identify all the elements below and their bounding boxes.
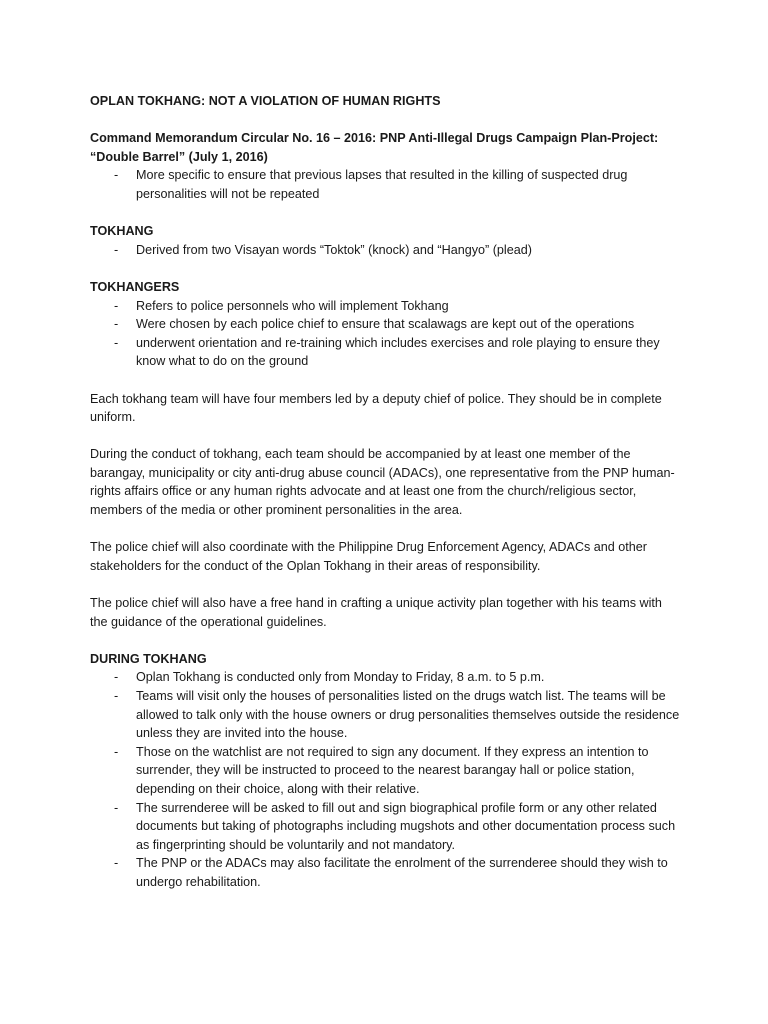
during-tokhang-list (90, 668, 680, 891)
memo-list (90, 166, 680, 203)
paragraph-team-accompaniment: During the conduct of tokhang, each team should be accompanied by at least one member of the barangay, municipality or city anti-drug abuse council (ADACs), one representative from the PNP human-rights affairs office or any human rights advocate and at least one from the church/religious sector, members of the media or other prominent personalities in the area. (90, 447, 675, 518)
paragraph-team-composition: Each tokhang team will have four members led by a deputy chief of police. They should be in complete uniform. (90, 391, 662, 425)
paragraph-coordination: The police chief will also coordinate with the Philippine Drug Enforcement Agency, ADACs and other stakeholders for the conduct of the Oplan Tokhang in their areas of responsibility. (90, 540, 647, 573)
list-item: - The surrenderee will be asked to fill out and sign biographical profile form or any other related documents but taking of photographs including mugshots and other documentation process such as fingerprinting should be voluntarily and not mandatory. (90, 799, 680, 855)
list-item: - Were chosen by each police chief to ensure that scalawags are kept out of the operations (90, 315, 680, 334)
tokhangers-list (90, 297, 680, 371)
list-item: - Oplan Tokhang is conducted only from Monday to Friday, 8 a.m. to 5 p.m. (90, 668, 680, 687)
list-item: - Teams will visit only the houses of personalities listed on the drugs watch list. The teams will be allowed to talk only with the house owners or drug personalities themselves outside the residence unless they are invited into the house. (90, 687, 680, 743)
during-tokhang-heading: DURING TOKHANG (90, 651, 207, 666)
list-item: - Derived from two Visayan words “Toktok” (knock) and “Hangyo” (plead) (90, 241, 680, 260)
tokhang-heading: TOKHANG (90, 224, 154, 239)
list-item: - More specific to ensure that previous lapses that resulted in the killing of suspected drug personalities will not be repeated (90, 166, 680, 203)
list-item: - Those on the watchlist are not required to sign any document. If they express an intention to surrender, they will be instructed to proceed to the nearest barangay hall or police station, depending on their choice, along with their relative. (90, 743, 680, 799)
list-item: - The PNP or the ADACs may also facilitate the enrolment of the surrenderee should they wish to undergo rehabilitation. (90, 854, 680, 891)
document-body (90, 92, 680, 892)
document-title: OPLAN TOKHANG: NOT A VIOLATION OF HUMAN RIGHTS (90, 94, 441, 108)
paragraph-activity-plan: The police chief will also have a free hand in crafting a unique activity plan together with his teams with the guidance of the operational guidelines. (90, 596, 662, 629)
tokhang-list (90, 241, 680, 260)
tokhangers-heading: TOKHANGERS (90, 279, 180, 294)
list-item: - Refers to police personnels who will implement Tokhang (90, 297, 680, 316)
memo-heading: Command Memorandum Circular No. 16 – 2016: PNP Anti-Illegal Drugs Campaign Plan-Project: “Double Barrel” (July 1, 2016) (90, 131, 659, 164)
list-item: - underwent orientation and re-training which includes exercises and role playing to ensure they know what to do on the ground (90, 334, 680, 371)
